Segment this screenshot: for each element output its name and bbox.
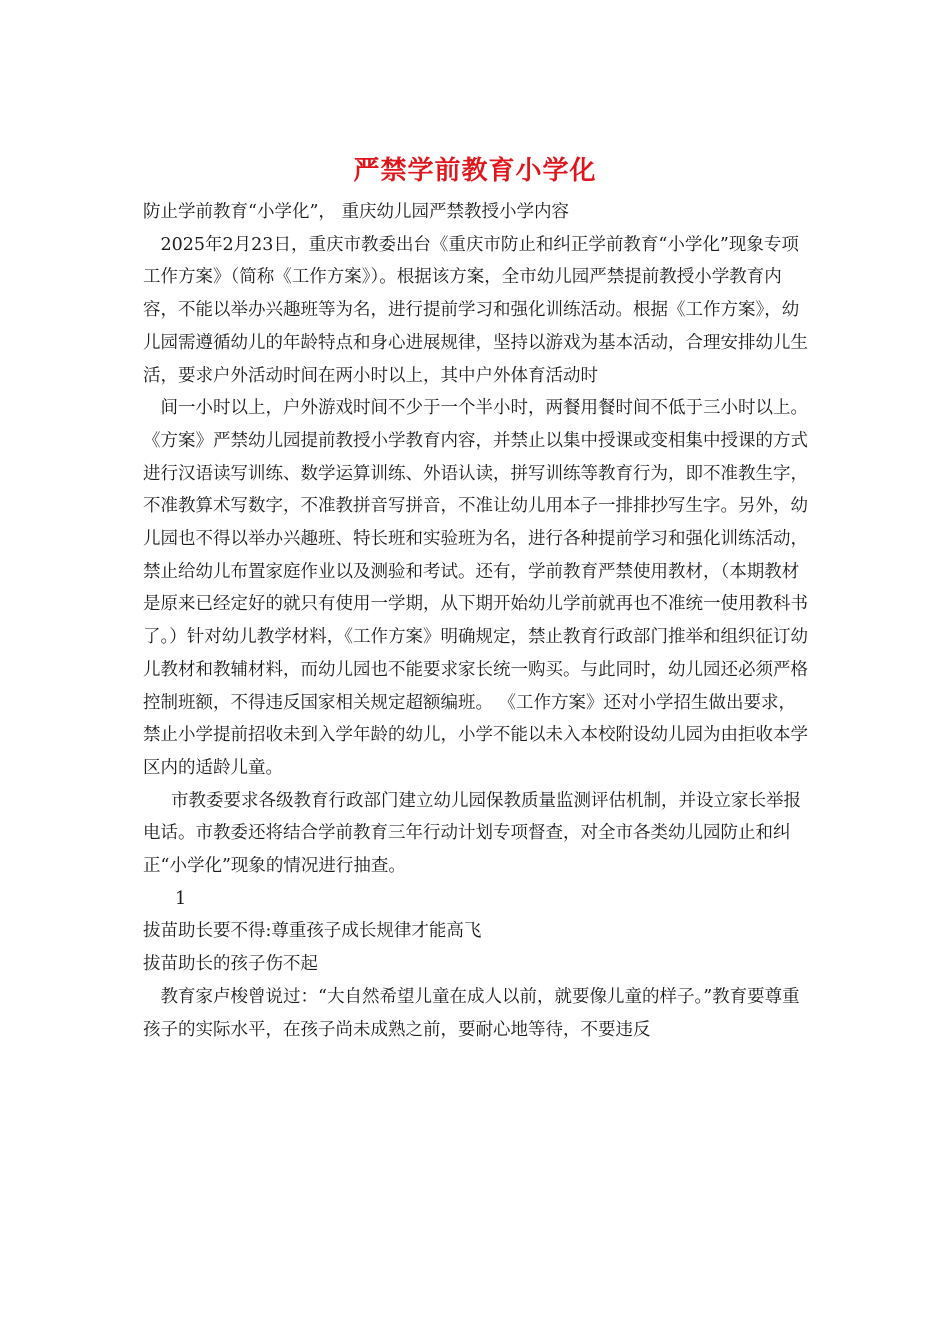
subtitle-line: 防止学前教育“小学化”， 重庆幼儿园严禁教授小学内容 xyxy=(143,202,569,222)
section-title: 拔苗助长要不得:尊重孩子成长规律才能高飞 xyxy=(143,921,482,942)
paragraph-4: 教育家卢梭曾说过：“大自然希望儿童在成人以前，就要像儿童的样子。”教育要尊重孩子的实际水平，在孩子尚未成熟之前，要耐心地等待，不要违反 xyxy=(143,986,800,1040)
paragraph-1: 2025年2月23日，重庆市教委出台《重庆市防止和纠正学前教育“小学化”现象专项工作方案》（简称《工作方案》）。根据该方案，全市幼儿园严禁提前教授小学教育内容，不能以举办兴趣班等为名，进行提前学习和强化训练活动。根据《工作方案》，幼儿园需遵循幼儿的年龄特点和身心进展规律，坚持以游戏为基本活动，合理安排幼儿生活，要求户外活动时间在两小时以上，其中户外体育活动时 xyxy=(143,234,808,386)
section-subtitle: 拔苗助长的孩子伤不起 xyxy=(143,954,318,975)
paragraph-3: 市教委要求各级教育行政部门建立幼儿园保教质量监测评估机制，并设立家长举报电话。市教委还将结合学前教育三年行动计划专项督查，对全市各类幼儿园防止和纠正“小学化”现象的情况进行抽查。 xyxy=(143,790,801,877)
document-body xyxy=(143,196,808,1046)
page-title: 严禁学前教育小学化 xyxy=(353,156,597,186)
page-number: 1 xyxy=(175,888,187,909)
paragraph-2: 间一小时以上，户外游戏时间不少于一个半小时，两餐用餐时间不低于三小时以上。 《方案》严禁幼儿园提前教授小学教育内容，并禁止以集中授课或变相集中授课的方式进行汉语读写训练、数学运算训练、外语认读，拼写训练等教育行为，即不准教生字，不准教算术写数字，不准教拼音写拼音，不准让幼儿用本子一排排抄写生字。另外，幼儿园也不得以举办兴趣班、特长班和实验班为名，进行各种提前学习和强化训练活动，禁止给幼儿布置家庭作业以及测验和考试。还有，学前教育严禁使用教材，（本期教材是原来已经定好的就只有使用一学期，从下期开始幼儿学前就再也不准统一使用教科书了。）针对幼儿教学材料，《工作方案》明确规定，禁止教育行政部门推举和组织征订幼儿教材和教辅材料，而幼儿园也不能要求家长统一购买。与此同时，幼儿园还必须严格控制班额，不得违反国家相关规定超额编班。 《工作方案》还对小学招生做出要求，禁止小学提前招收未到入学年龄的幼儿，小学不能以未入本校附设幼儿园为由拒收本学区内的适龄儿童。 xyxy=(143,398,808,778)
